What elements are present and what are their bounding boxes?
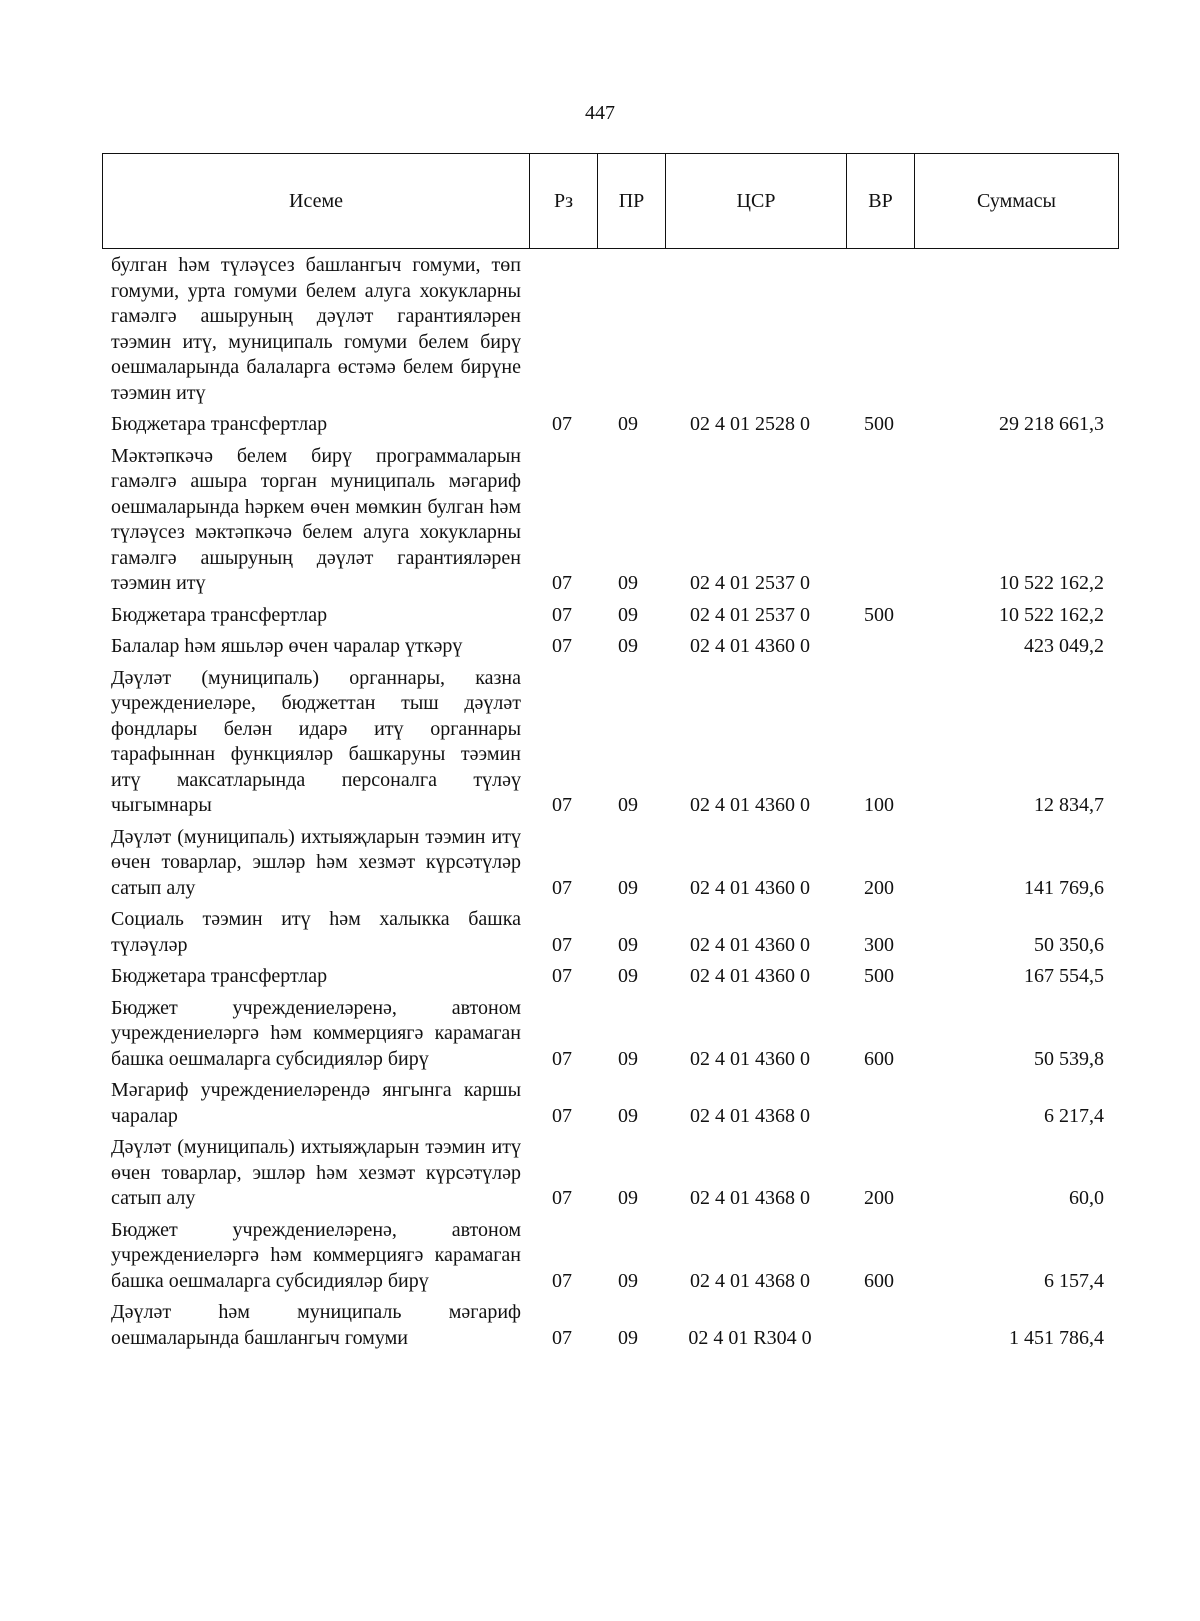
table-row: [0, 825, 1200, 902]
row-rz: 07: [552, 1187, 572, 1209]
row-sum: 10 522 162,2: [999, 572, 1104, 594]
row-rz: 07: [552, 876, 572, 899]
table-row: [0, 907, 1200, 958]
header-rz: Рз: [530, 154, 598, 248]
table-row: [0, 253, 1200, 406]
header-sum: Суммасы: [977, 189, 1056, 212]
row-name: Социаль тәэмин итү һәм халыкка башка түләүләр: [111, 908, 521, 956]
row-pr: 09: [618, 1187, 638, 1209]
row-sum: 60,0: [1069, 1187, 1104, 1209]
row-sum: 1 451 786,4: [1009, 1326, 1104, 1349]
row-vr: 600: [864, 1047, 894, 1070]
table-row: [0, 634, 1200, 660]
row-csr: 02 4 01 4360 0: [690, 876, 810, 899]
row-pr: 09: [618, 1047, 638, 1070]
row-name: Бюджетара трансфертлар: [111, 603, 328, 626]
row-csr: 02 4 01 4368 0: [690, 1187, 810, 1209]
header-vr: ВР: [847, 154, 915, 248]
row-sum: 167 554,5: [1024, 965, 1104, 987]
row-vr: 500: [864, 965, 894, 987]
row-pr: 09: [618, 1269, 638, 1292]
row-pr: 09: [618, 635, 638, 657]
row-vr: 500: [864, 603, 894, 626]
row-csr: 02 4 01 4360 0: [690, 1047, 810, 1070]
row-rz: 07: [552, 1047, 572, 1070]
table-row: [0, 964, 1200, 990]
row-sum: 141 769,6: [1024, 876, 1104, 899]
row-pr: 09: [618, 933, 638, 956]
row-csr: 02 4 01 4360 0: [690, 794, 810, 816]
row-csr: 02 4 01 4368 0: [690, 1269, 810, 1292]
row-sum: 12 834,7: [1034, 794, 1104, 816]
row-vr: 500: [864, 413, 894, 435]
row-csr: 02 4 01 2537 0: [690, 572, 810, 594]
row-rz: 07: [552, 965, 572, 987]
row-rz: 07: [552, 572, 572, 594]
row-name: Дәүләт (муниципаль) ихтыяҗларын тәэмин итү өчен товарлар, эшләр һәм хезмәт күрсәтүләр сатып алу: [111, 825, 521, 899]
row-pr: 09: [618, 603, 638, 626]
row-rz: 07: [552, 413, 572, 435]
row-name: Бюджетара трансфертлар: [111, 965, 328, 987]
row-rz: 07: [552, 1269, 572, 1292]
row-rz: 07: [552, 1326, 572, 1349]
header-pr: ПР: [598, 154, 666, 248]
row-pr: 09: [618, 965, 638, 987]
table-row: [0, 603, 1200, 629]
row-csr: 02 4 01 4360 0: [690, 635, 810, 657]
row-name: Бюджетара трансфертлар: [111, 413, 328, 435]
row-csr: 02 4 01 4360 0: [690, 965, 810, 987]
table-row: [0, 1218, 1200, 1295]
table-row: [0, 1135, 1200, 1212]
row-sum: 6 217,4: [1044, 1104, 1104, 1127]
row-name: Мәгариф учреждениеләрендә янгынга каршы чаралар: [111, 1079, 521, 1127]
row-pr: 09: [618, 1104, 638, 1127]
page-number: 447: [585, 102, 615, 124]
row-pr: 09: [618, 1326, 638, 1349]
row-csr: 02 4 01 2537 0: [690, 603, 810, 626]
row-sum: 6 157,4: [1044, 1269, 1104, 1292]
row-sum: 10 522 162,2: [999, 603, 1104, 626]
row-csr: 02 4 01 R304 0: [688, 1326, 812, 1349]
row-name: Дәүләт (муниципаль) ихтыяҗларын тәэмин итү өчен товарлар, эшләр һәм хезмәт күрсәтүләр сатып алу: [111, 1136, 521, 1209]
table-row: [0, 996, 1200, 1073]
table-header: [102, 153, 1119, 249]
table-row: [0, 666, 1200, 819]
row-name: Дәүләт һәм муниципаль мәгариф оешмаларында башлангыч гомуми: [111, 1301, 521, 1349]
row-sum: 29 218 661,3: [999, 413, 1104, 435]
row-rz: 07: [552, 635, 572, 657]
table-body: [0, 253, 1200, 1357]
table-row: [0, 1300, 1200, 1351]
row-vr: 200: [864, 1187, 894, 1209]
row-vr: 100: [864, 794, 894, 816]
row-rz: 07: [552, 794, 572, 816]
row-rz: 07: [552, 603, 572, 626]
row-csr: 02 4 01 4368 0: [690, 1104, 810, 1127]
row-name: Балалар һәм яшьләр өчен чаралар үткәрү: [111, 635, 463, 657]
row-name: Дәүләт (муниципаль) органнары, казна учреждениеләре, бюджеттан тыш дәүләт фондлары белән идарә итү органнары тарафыннан функцияләр башкаруны тәэмин итү максатларында персоналга түләү чыгымнары: [111, 666, 521, 816]
row-vr: 600: [864, 1269, 894, 1292]
row-name: Мәктәпкәчә белем бирү программаларын гамәлгә ашыра торган муниципаль мәгариф оешмаларында һәркем өчен мөмкин булган һәм түләүсез мәктәпкәчә белем алуга хокукларны гамәлгә ашыруның дәүләт гарантияләрен тәэмин итү: [111, 444, 521, 594]
header-csr: ЦСР: [666, 154, 847, 248]
row-sum: 50 350,6: [1034, 933, 1104, 956]
row-name: Бюджет учреждениеләренә, автоном учреждениеләргә һәм коммерциягә карамаган башка оешмаларга субсидияләр бирү: [111, 996, 521, 1070]
row-vr: 200: [864, 876, 894, 899]
row-name: Бюджет учреждениеләренә, автоном учреждениеләргә һәм коммерциягә карамаган башка оешмаларга субсидияләр бирү: [111, 1218, 521, 1292]
table-row: [0, 444, 1200, 597]
row-pr: 09: [618, 572, 638, 594]
row-pr: 09: [618, 876, 638, 899]
row-rz: 07: [552, 1104, 572, 1127]
row-vr: 300: [864, 933, 894, 956]
header-name: Исеме: [103, 154, 530, 248]
row-sum: 50 539,8: [1034, 1047, 1104, 1070]
table-row: [0, 412, 1200, 438]
row-pr: 09: [618, 794, 638, 816]
row-pr: 09: [618, 413, 638, 435]
row-name: булган һәм түләүсез башлангыч гомуми, төп гомуми, урта гомуми белем алуга хокукларны гамәлгә ашыруның дәүләт гарантияләрен тәэмин итү, муниципаль гомуми белем бирү оешмаларында балаларга өстәмә белем бирүне тәэмин итү: [111, 254, 521, 404]
row-rz: 07: [552, 933, 572, 956]
table-row: [0, 1078, 1200, 1129]
row-csr: 02 4 01 4360 0: [690, 933, 810, 956]
row-sum: 423 049,2: [1024, 635, 1104, 657]
row-csr: 02 4 01 2528 0: [690, 413, 810, 435]
